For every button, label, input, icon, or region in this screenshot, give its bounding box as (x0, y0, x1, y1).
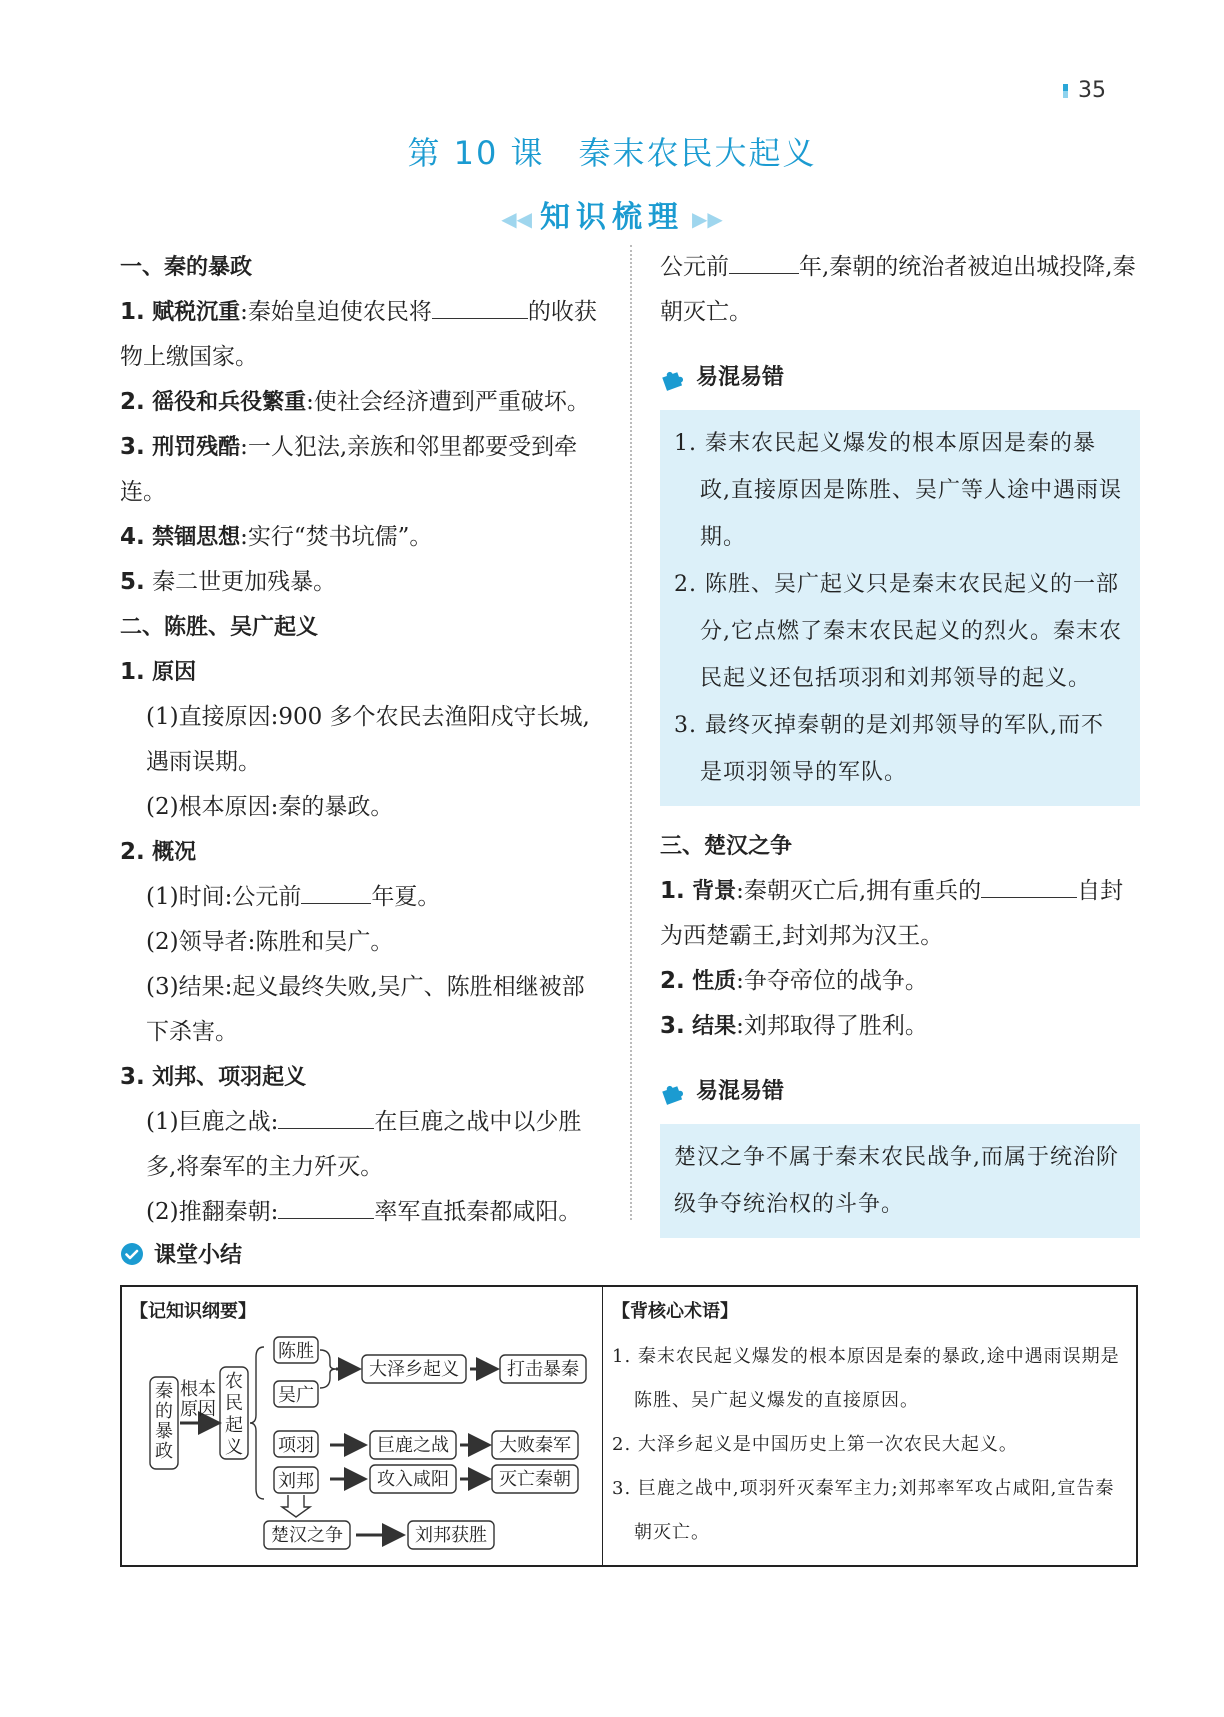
diagram-uprising-1: 农 (225, 1371, 243, 1392)
recite-title: 【背核心术语】 (612, 1301, 738, 1322)
diagram-daji: 打击暴秦 (507, 1359, 579, 1380)
part2-sub1-line-1: (1)直接原因:900 多个农民去渔阳戍守长城,遇雨误期。 (146, 704, 590, 775)
fill-blank[interactable] (432, 292, 528, 319)
puzzle-icon (660, 365, 686, 391)
fill-blank[interactable] (301, 877, 371, 904)
recite-item-2: 2. 大泽乡起义是中国历史上第一次农民大起义。 (612, 1434, 1018, 1455)
diagram-root-4: 政 (155, 1441, 173, 1462)
tip2-box (660, 1124, 1140, 1238)
diagram-xiangyu: 项羽 (278, 1435, 314, 1456)
lesson-title: 第 10 课 秦末农民大起义 (407, 134, 817, 172)
fill-blank[interactable] (729, 247, 799, 274)
diagram-cause-2: 原因 (180, 1399, 216, 1420)
fill-blank[interactable] (278, 1192, 374, 1219)
outline-title: 【记知识纲要】 (130, 1301, 256, 1322)
summary-title: 课堂小结 (154, 1243, 243, 1268)
tip1-item-3: 3. 最终灭掉秦朝的是刘邦领导的军队,而不是项羽领导的军队。 (674, 713, 1104, 785)
diagram-root-2: 的 (155, 1401, 173, 1422)
diagram-chuhan: 楚汉之争 (271, 1525, 343, 1546)
part2-sub2-leader: (2)领导者:陈胜和吴广。 (146, 929, 394, 955)
part1-item-4: 4. 禁锢思想:实行“焚书坑儒”。 (120, 524, 433, 550)
diagram-uprising-4: 义 (225, 1437, 243, 1458)
recite-item-1: 1. 秦末农民起义爆发的根本原因是秦的暴政,途中遇雨误期是陈胜、吴广起义爆发的直接原因。 (612, 1346, 1120, 1411)
tip2-title: 易混易错 (696, 1079, 785, 1104)
tip1-item-1: 1. 秦末农民起义爆发的根本原因是秦的暴政,直接原因是陈胜、吴广等人途中遇雨误期。 (674, 431, 1122, 550)
part1-heading: 一、秦的暴政 (120, 255, 253, 280)
diagram-win: 刘邦获胜 (415, 1525, 487, 1546)
part2-sub3-line-2: (2)推翻秦朝: 率军直抵秦都咸阳。 (120, 1190, 605, 1235)
part2-sub2-time: (1)时间:公元前 年夏。 (120, 875, 605, 920)
part2-sub1-line-2: (2)根本原因:秦的暴政。 (146, 794, 394, 820)
diagram-uprising-3: 起 (225, 1415, 243, 1436)
diagram-dazexiang: 大泽乡起义 (369, 1359, 459, 1380)
part2-sub2-title: 2. 概况 (120, 839, 197, 865)
part2-sub3-line-1: (1)巨鹿之战: 在巨鹿之战中以少胜多,将秦军的主力歼灭。 (120, 1100, 605, 1190)
diagram-cause-1: 根本 (180, 1379, 216, 1400)
diagram-root-3: 暴 (155, 1421, 173, 1442)
recite-list (612, 1335, 1127, 1555)
tip2-header (660, 1069, 1140, 1114)
part1-item-1: 1. 赋税沉重:秦始皇迫使农民将 的收获物上缴国家。 (120, 290, 605, 380)
diagram-uprising-2: 民 (225, 1393, 243, 1414)
part2-heading: 二、陈胜、吴广起义 (120, 615, 319, 640)
outline-diagram (122, 1325, 600, 1565)
part1-item-2: 2. 徭役和兵役繁重:使社会经济遭到严重破坏。 (120, 389, 590, 415)
column-divider (630, 245, 632, 1220)
summary-header (120, 1238, 242, 1269)
recite-item-3: 3. 巨鹿之战中,项羽歼灭秦军主力;刘邦率军攻占咸阳,宣告秦朝灭亡。 (612, 1478, 1115, 1543)
page-marker-icon (1063, 84, 1068, 98)
tip1-box (660, 410, 1140, 806)
right-column (660, 245, 1140, 1238)
diagram-liubang: 刘邦 (278, 1471, 314, 1492)
diagram-chen: 陈胜 (278, 1341, 314, 1362)
part3-item-1: 1. 背景:秦朝灭亡后,拥有重兵的 自封为西楚霸王,封刘邦为汉王。 (660, 869, 1140, 959)
checkmark-icon (120, 1242, 144, 1266)
puzzle-icon (660, 1079, 686, 1105)
section-header-text: 知识梳理 (540, 200, 684, 235)
summary-divider (602, 1287, 603, 1565)
diagram-dabai: 大败秦军 (499, 1435, 571, 1456)
left-column (120, 245, 605, 1235)
part1-item-3: 3. 刑罚残酷:一人犯法,亲族和邻里都要受到牵连。 (120, 434, 578, 505)
part2-sub2-result: (3)结果:起义最终失败,吴广、陈胜相继被部下杀害。 (146, 974, 585, 1045)
tip1-header (660, 355, 1140, 400)
right-arrows-icon: ▶▶ (692, 206, 723, 231)
fill-blank[interactable] (278, 1102, 374, 1129)
diagram-wu: 吴广 (278, 1385, 314, 1406)
diagram-xianyang: 攻入咸阳 (377, 1469, 449, 1490)
part3-item-3: 3. 结果:刘邦取得了胜利。 (660, 1013, 928, 1039)
part3-heading: 三、楚汉之争 (660, 834, 793, 859)
fill-blank[interactable] (981, 871, 1077, 898)
part3-item-2: 2. 性质:争夺帝位的战争。 (660, 968, 928, 994)
part2-sub3-line-3: 公元前 年,秦朝的统治者被迫出城投降,秦朝灭亡。 (660, 245, 1140, 335)
left-arrows-icon: ◀◀ (501, 206, 532, 231)
part2-sub1-title: 1. 原因 (120, 659, 197, 685)
diagram-miewang: 灭亡秦朝 (499, 1469, 571, 1490)
tip1-item-2: 2. 陈胜、吴广起义只是秦末农民起义的一部分,它点燃了秦末农民起义的烈火。秦末农民起义还包括项羽和刘邦领导的起义。 (674, 572, 1122, 691)
section-header (0, 192, 1224, 236)
tip1-title: 易混易错 (696, 365, 785, 390)
part2-sub3-title: 3. 刘邦、项羽起义 (120, 1064, 307, 1090)
page-number (1063, 78, 1106, 103)
part1-item-5: 5. 秦二世更加残暴。 (120, 569, 337, 595)
page-number-text: 35 (1078, 78, 1106, 103)
diagram-root-1: 秦 (155, 1381, 173, 1402)
diagram-julu: 巨鹿之战 (377, 1435, 449, 1456)
summary-box (120, 1285, 1138, 1567)
tip2-text: 楚汉之争不属于秦末农民战争,而属于统治阶级争夺统治权的斗争。 (674, 1145, 1119, 1217)
